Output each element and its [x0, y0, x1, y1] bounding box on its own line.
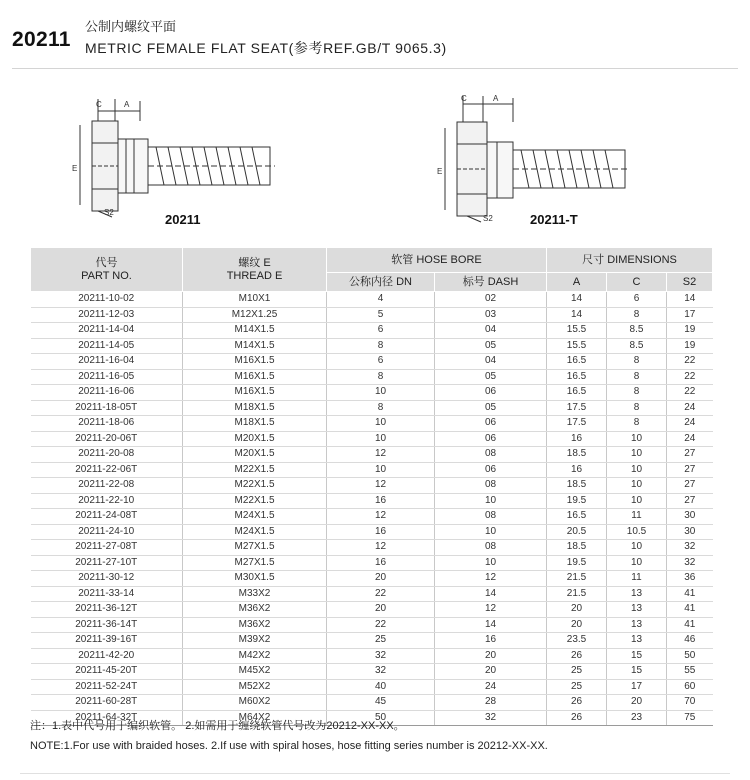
table-cell: 6: [607, 292, 667, 308]
table-cell: 11: [607, 571, 667, 587]
table-cell: 27: [667, 447, 713, 463]
table-cell: 6: [327, 354, 435, 370]
table-cell: 32: [667, 540, 713, 556]
table-cell: 20211-39-16T: [31, 633, 183, 649]
table-cell: 41: [667, 586, 713, 602]
table-row: [31, 679, 713, 695]
table-cell: 23.5: [547, 633, 607, 649]
table-cell: 16: [327, 524, 435, 540]
table-row: [31, 617, 713, 633]
table-cell: 02: [435, 292, 547, 308]
table-cell: 20: [547, 602, 607, 618]
table-cell: 55: [667, 664, 713, 680]
table-cell: 05: [435, 338, 547, 354]
table-cell: 19: [667, 338, 713, 354]
table-cell: 16.5: [547, 354, 607, 370]
table-cell: 26: [547, 648, 607, 664]
table-cell: 20211-16-04: [31, 354, 183, 370]
table-cell: 11: [607, 509, 667, 525]
table-cell: 10: [435, 524, 547, 540]
table-cell: 4: [327, 292, 435, 308]
table-cell: 15: [607, 664, 667, 680]
table-cell: 30: [667, 509, 713, 525]
table-cell: 8: [327, 400, 435, 416]
table-cell: 26: [547, 710, 607, 726]
table-row: [31, 664, 713, 680]
table-cell: 8: [607, 369, 667, 385]
table-cell: 20211-16-05: [31, 369, 183, 385]
table-cell: 20211-27-08T: [31, 540, 183, 556]
table-cell: 06: [435, 431, 547, 447]
table-cell: M16X1.5: [183, 369, 327, 385]
table-cell: 20211-45-20T: [31, 664, 183, 680]
figure-caption-20211: 20211: [165, 212, 201, 227]
table-cell: M27X1.5: [183, 555, 327, 571]
table-cell: M42X2: [183, 648, 327, 664]
table-cell: 04: [435, 323, 547, 339]
table-cell: M27X1.5: [183, 540, 327, 556]
table-cell: 10.5: [607, 524, 667, 540]
table-cell: 13: [607, 633, 667, 649]
table-cell: 20211-22-08: [31, 478, 183, 494]
table-cell: 19.5: [547, 493, 607, 509]
table-cell: 16: [547, 431, 607, 447]
header-divider: [12, 68, 738, 69]
table-cell: 20211-16-06: [31, 385, 183, 401]
table-cell: 12: [327, 478, 435, 494]
table-cell: 8: [607, 385, 667, 401]
header-c: C: [607, 273, 667, 292]
table-cell: 32: [327, 664, 435, 680]
header-dn: 公称内径 DN: [327, 273, 435, 292]
table-cell: M14X1.5: [183, 323, 327, 339]
table-cell: 06: [435, 385, 547, 401]
table-row: [31, 509, 713, 525]
table-cell: 10: [327, 385, 435, 401]
table-cell: 20.5: [547, 524, 607, 540]
table-cell: 22: [667, 385, 713, 401]
table-cell: 18.5: [547, 540, 607, 556]
table-cell: 04: [435, 354, 547, 370]
table-cell: 22: [667, 354, 713, 370]
table-cell: 50: [327, 710, 435, 726]
note-chinese: 注：1.表中代号用于编织软管。 2.如需用于缠绕软管代号改为20212-XX-XX。: [30, 720, 405, 732]
table-cell: 30: [667, 524, 713, 540]
table-cell: 22: [327, 617, 435, 633]
title-chinese: 公制内螺纹平面: [85, 19, 177, 34]
table-cell: 22: [327, 586, 435, 602]
table-row: [31, 307, 713, 323]
table-cell: M14X1.5: [183, 338, 327, 354]
table-cell: 14: [547, 307, 607, 323]
table-cell: 20211-33-14: [31, 586, 183, 602]
table-row: [31, 540, 713, 556]
table-cell: 05: [435, 400, 547, 416]
table-row: [31, 478, 713, 494]
table-cell: 20211-14-05: [31, 338, 183, 354]
table-cell: 50: [667, 648, 713, 664]
table-cell: 5: [327, 307, 435, 323]
table-cell: 14: [667, 292, 713, 308]
table-cell: 28: [435, 695, 547, 711]
table-cell: 24: [667, 400, 713, 416]
table-cell: 20211-20-08: [31, 447, 183, 463]
table-cell: 20211-18-06: [31, 416, 183, 432]
table-cell: 27: [667, 462, 713, 478]
table-cell: 21.5: [547, 571, 607, 587]
table-cell: 20211-12-03: [31, 307, 183, 323]
spec-table: [30, 247, 713, 726]
header-thread: 螺纹 E THREAD E: [183, 248, 327, 292]
table-row: [31, 555, 713, 571]
table-cell: 10: [607, 431, 667, 447]
table-cell: 6: [327, 323, 435, 339]
svg-text:A: A: [124, 100, 130, 109]
svg-text:E: E: [437, 167, 443, 176]
table-cell: 17.5: [547, 400, 607, 416]
table-row: [31, 462, 713, 478]
table-row: [31, 400, 713, 416]
notes: [30, 716, 548, 756]
table-cell: 8.5: [607, 323, 667, 339]
table-cell: 14: [547, 292, 607, 308]
table-cell: 41: [667, 617, 713, 633]
table-row: [31, 416, 713, 432]
table-row: [31, 354, 713, 370]
table-cell: 25: [547, 679, 607, 695]
table-row: [31, 586, 713, 602]
table-cell: 27: [667, 478, 713, 494]
table-cell: 13: [607, 586, 667, 602]
table-row: [31, 369, 713, 385]
table-cell: M16X1.5: [183, 385, 327, 401]
table-cell: 10: [435, 555, 547, 571]
note-english: NOTE:1.For use with braided hoses. 2.If use with spiral hoses, hose fitting series number is 20212-XX-XX.: [30, 740, 548, 752]
table-cell: M36X2: [183, 602, 327, 618]
table-cell: M10X1: [183, 292, 327, 308]
table-cell: 10: [435, 493, 547, 509]
table-row: [31, 695, 713, 711]
table-cell: 8: [607, 307, 667, 323]
series-code: 20211: [12, 28, 71, 51]
table-cell: 15.5: [547, 338, 607, 354]
table-cell: 14: [435, 586, 547, 602]
table-cell: 16: [327, 493, 435, 509]
table-cell: 20211-27-10T: [31, 555, 183, 571]
table-cell: 15.5: [547, 323, 607, 339]
svg-text:S2: S2: [483, 214, 493, 223]
table-cell: 32: [327, 648, 435, 664]
header-a: A: [547, 273, 607, 292]
table-cell: 16: [327, 555, 435, 571]
table-cell: 08: [435, 478, 547, 494]
table-row: [31, 431, 713, 447]
table-cell: M30X1.5: [183, 571, 327, 587]
table-cell: 24: [667, 431, 713, 447]
table-row: [31, 292, 713, 308]
table-cell: 17: [607, 679, 667, 695]
header-s2: S2: [667, 273, 713, 292]
table-cell: M24X1.5: [183, 509, 327, 525]
table-cell: 06: [435, 462, 547, 478]
table-cell: 20211-24-10: [31, 524, 183, 540]
table-cell: 36: [667, 571, 713, 587]
table-cell: 20: [547, 617, 607, 633]
table-cell: 10: [607, 462, 667, 478]
table-cell: 20: [327, 602, 435, 618]
table-cell: 41: [667, 602, 713, 618]
table-cell: 20211-22-10: [31, 493, 183, 509]
table-cell: M20X1.5: [183, 447, 327, 463]
header-part-no: 代号 PART NO.: [31, 248, 183, 292]
table-cell: 19.5: [547, 555, 607, 571]
table-cell: 13: [607, 617, 667, 633]
table-cell: 05: [435, 369, 547, 385]
table-cell: 20211-64-32T: [31, 710, 183, 726]
table-cell: 25: [547, 664, 607, 680]
table-cell: M16X1.5: [183, 354, 327, 370]
table-cell: 23: [607, 710, 667, 726]
table-row: [31, 323, 713, 339]
table-cell: 20211-30-12: [31, 571, 183, 587]
table-cell: 12: [435, 571, 547, 587]
table-row: [31, 338, 713, 354]
table-row: [31, 648, 713, 664]
table-cell: 16.5: [547, 369, 607, 385]
table-cell: 26: [547, 695, 607, 711]
table-cell: 20: [327, 571, 435, 587]
table-cell: 18.5: [547, 478, 607, 494]
table-cell: M52X2: [183, 679, 327, 695]
table-cell: 8: [607, 400, 667, 416]
table-cell: 13: [607, 602, 667, 618]
table-cell: 24: [667, 416, 713, 432]
table-cell: 20: [607, 695, 667, 711]
svg-text:C: C: [96, 100, 102, 109]
table-cell: 12: [327, 540, 435, 556]
table-cell: 16: [547, 462, 607, 478]
table-cell: 40: [327, 679, 435, 695]
table-row: [31, 385, 713, 401]
table-cell: 8: [327, 338, 435, 354]
table-cell: 20211-22-06T: [31, 462, 183, 478]
table-cell: 8.5: [607, 338, 667, 354]
table-row: [31, 447, 713, 463]
table-cell: 22: [667, 369, 713, 385]
table-cell: M20X1.5: [183, 431, 327, 447]
table-cell: 20211-60-28T: [31, 695, 183, 711]
table-row: [31, 524, 713, 540]
table-cell: 20211-10-02: [31, 292, 183, 308]
table-cell: 20211-14-04: [31, 323, 183, 339]
table-cell: 10: [607, 540, 667, 556]
table-cell: M22X1.5: [183, 493, 327, 509]
table-cell: 25: [327, 633, 435, 649]
table-cell: 12: [327, 447, 435, 463]
table-cell: 20: [435, 664, 547, 680]
table-cell: M18X1.5: [183, 400, 327, 416]
table-cell: 27: [667, 493, 713, 509]
table-row: [31, 602, 713, 618]
table-cell: 21.5: [547, 586, 607, 602]
table-cell: 24: [435, 679, 547, 695]
table-cell: 8: [607, 354, 667, 370]
svg-text:S2: S2: [104, 208, 114, 217]
table-cell: 32: [435, 710, 547, 726]
table-cell: M64X2: [183, 710, 327, 726]
fitting-drawing-20211: [70, 95, 290, 220]
table-cell: 10: [327, 416, 435, 432]
table-cell: 20: [435, 648, 547, 664]
table-cell: 16: [435, 633, 547, 649]
table-cell: 03: [435, 307, 547, 323]
table-cell: 10: [607, 555, 667, 571]
table-cell: 17: [667, 307, 713, 323]
table-cell: 18.5: [547, 447, 607, 463]
table-cell: 16.5: [547, 509, 607, 525]
table-cell: 20211-52-24T: [31, 679, 183, 695]
table-cell: 15: [607, 648, 667, 664]
table-cell: M33X2: [183, 586, 327, 602]
table-cell: 10: [327, 462, 435, 478]
table-cell: 8: [327, 369, 435, 385]
table-cell: 10: [607, 493, 667, 509]
table-cell: M60X2: [183, 695, 327, 711]
table-cell: M24X1.5: [183, 524, 327, 540]
header-hose-bore: 软管 HOSE BORE: [327, 248, 547, 273]
table-row: [31, 571, 713, 587]
table-cell: 12: [435, 602, 547, 618]
table-cell: 46: [667, 633, 713, 649]
table-cell: 70: [667, 695, 713, 711]
table-cell: 45: [327, 695, 435, 711]
table-cell: 14: [435, 617, 547, 633]
table-cell: 16.5: [547, 385, 607, 401]
table-cell: 17.5: [547, 416, 607, 432]
table-cell: 08: [435, 509, 547, 525]
table-row: [31, 633, 713, 649]
table-cell: 19: [667, 323, 713, 339]
table-cell: 10: [607, 478, 667, 494]
table-cell: 60: [667, 679, 713, 695]
figure-caption-20211-t: 20211-T: [530, 212, 578, 227]
svg-text:A: A: [493, 94, 499, 103]
fitting-drawing-20211-t: [435, 92, 635, 227]
table-cell: 20211-36-14T: [31, 617, 183, 633]
table-cell: M18X1.5: [183, 416, 327, 432]
table-cell: M45X2: [183, 664, 327, 680]
table-cell: 06: [435, 416, 547, 432]
header-dimensions: 尺寸 DIMENSIONS: [547, 248, 713, 273]
table-cell: 20211-24-08T: [31, 509, 183, 525]
table-cell: 20211-36-12T: [31, 602, 183, 618]
table-cell: 08: [435, 447, 547, 463]
header-dash: 标号 DASH: [435, 273, 547, 292]
table-cell: 20211-20-06T: [31, 431, 183, 447]
table-cell: 20211-18-05T: [31, 400, 183, 416]
footer-divider: [20, 773, 730, 774]
table-cell: 08: [435, 540, 547, 556]
table-cell: M22X1.5: [183, 478, 327, 494]
table-cell: 20211-42-20: [31, 648, 183, 664]
table-cell: 8: [607, 416, 667, 432]
svg-text:E: E: [72, 164, 78, 173]
title-english: METRIC FEMALE FLAT SEAT(参考REF.GB/T 9065.3): [85, 40, 447, 56]
table-cell: M39X2: [183, 633, 327, 649]
table-cell: 10: [607, 447, 667, 463]
table-cell: 12: [327, 509, 435, 525]
table-cell: 32: [667, 555, 713, 571]
table-cell: 75: [667, 710, 713, 726]
table-cell: M12X1.25: [183, 307, 327, 323]
svg-text:C: C: [461, 94, 467, 103]
table-cell: 10: [327, 431, 435, 447]
table-cell: M36X2: [183, 617, 327, 633]
table-row: [31, 493, 713, 509]
table-cell: M22X1.5: [183, 462, 327, 478]
